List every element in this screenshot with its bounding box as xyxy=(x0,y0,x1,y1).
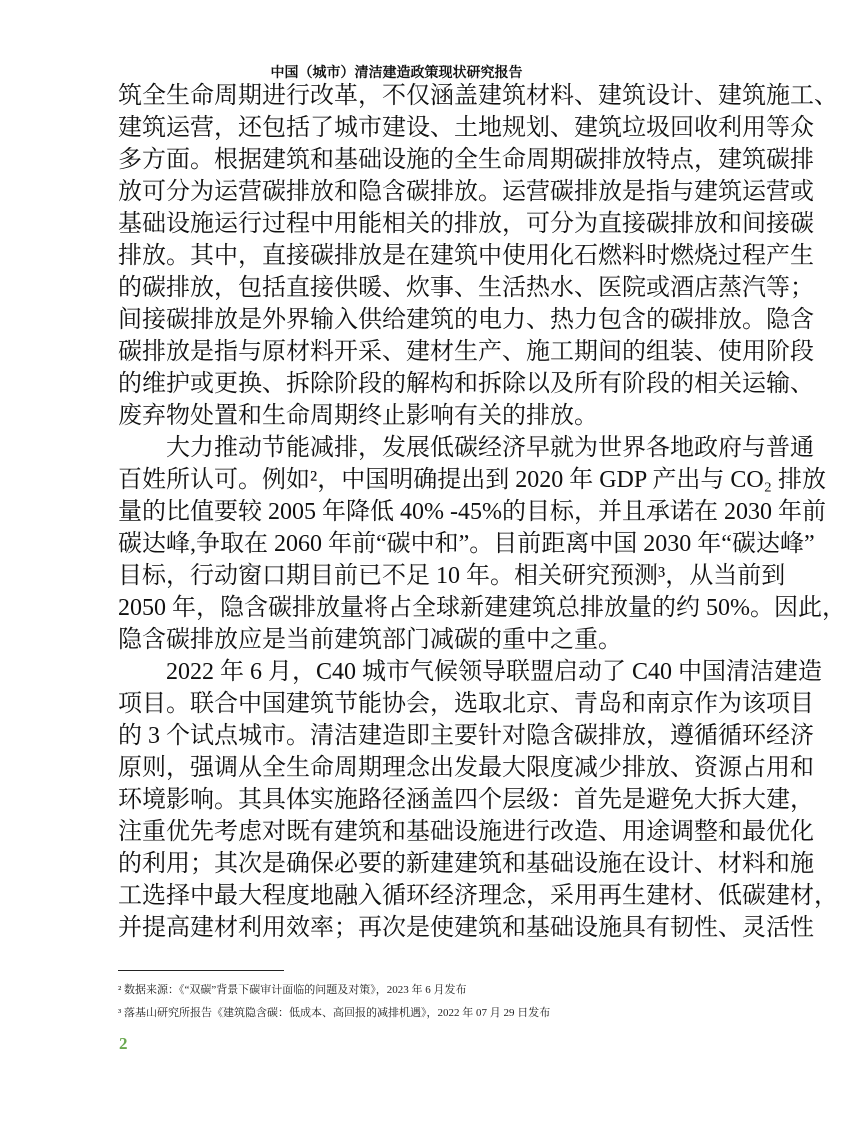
footnote-divider xyxy=(118,970,284,971)
text-line: 的利用；其次是确保必要的新建建筑和基础设施在设计、材料和施 xyxy=(118,851,814,877)
text-line: 放可分为运营碳排放和隐含碳排放。运营碳排放是指与建筑运营或 xyxy=(118,179,814,205)
text-line: 多方面。根据建筑和基础设施的全生命周期碳排放特点，建筑碳排 xyxy=(118,147,814,173)
text-line: 注重优先考虑对既有建筑和基础设施进行改造、用途调整和最优化 xyxy=(118,819,814,845)
paragraph xyxy=(118,656,838,944)
text-line: 筑全生命周期进行改革，不仅涵盖建筑材料、建筑设计、建筑施工、 xyxy=(118,83,838,109)
text-line: 量的比值要较 2005 年降低 40% -45%的目标，并且承诺在 2030 年前 xyxy=(118,499,826,525)
text-line: 的碳排放，包括直接供暖、炊事、生活热水、医院或酒店蒸汽等； xyxy=(118,275,814,301)
text-line: 碳排放是指与原材料开采、建材生产、施工期间的组装、使用阶段 xyxy=(118,339,814,365)
text-line: 间接碳排放是外界输入供给建筑的电力、热力包含的碳排放。隐含 xyxy=(118,307,814,333)
text-line: 大力推动节能减排，发展低碳经济早就为世界各地政府与普通 xyxy=(166,435,814,461)
text-line: 排放。其中，直接碳排放是在建筑中使用化石燃料时燃烧过程产生 xyxy=(118,243,814,269)
text-line: 基础设施运行过程中用能相关的排放，可分为直接碳排放和间接碳 xyxy=(118,211,814,237)
text-line: 废弃物处置和生命周期终止影响有关的排放。 xyxy=(118,403,598,429)
text-line: 隐含碳排放应是当前建筑部门减碳的重中之重。 xyxy=(118,627,622,653)
text-line: 百姓所认可。例如²，中国明确提出到 2020 年 GDP 产出与 CO₂ 排放 xyxy=(118,467,827,493)
text-line: 工选择中最大程度地融入循环经济理念，采用再生建材、低碳建材， xyxy=(118,883,838,909)
text-line: 项目。联合中国建筑节能协会，选取北京、青岛和南京作为该项目 xyxy=(118,691,814,717)
paragraph xyxy=(118,80,838,432)
text-line: 2022 年 6 月，C40 城市气候领导联盟启动了 C40 中国清洁建造 xyxy=(166,659,823,685)
text-line: 2050 年，隐含碳排放量将占全球新建建筑总排放量的约 50%。因此， xyxy=(118,595,846,621)
text-line: 原则，强调从全生命周期理念出发最大限度减少排放、资源占用和 xyxy=(118,755,814,781)
text-line: 碳达峰,争取在 2060 年前“碳中和”。目前距离中国 2030 年“碳达峰” xyxy=(118,531,815,557)
text-line: 建筑运营，还包括了城市建设、土地规划、建筑垃圾回收利用等众 xyxy=(118,115,814,141)
running-header: 中国（城市）清洁建造政策现状研究报告 xyxy=(270,64,523,80)
text-line: 的维护或更换、拆除阶段的解构和拆除以及所有阶段的相关运输、 xyxy=(118,371,814,397)
footnote-2: ² 数据来源：《“双碳”背景下碳审计面临的问题及对策》，2023 年 6 月发布 xyxy=(118,984,467,996)
paragraph xyxy=(118,432,846,656)
text-line: 环境影响。其具体实施路径涵盖四个层级：首先是避免大拆大建， xyxy=(118,787,814,813)
body-text xyxy=(118,80,846,944)
text-line: 并提高建材利用效率；再次是使建筑和基础设施具有韧性、灵活性 xyxy=(118,915,814,941)
text-line: 的 3 个试点城市。清洁建造即主要针对隐含碳排放，遵循循环经济 xyxy=(118,723,814,749)
footnote-3: ³ 落基山研究所报告《建筑隐含碳：低成本、高回报的减排机遇》，2022 年 07 月 29 日发布 xyxy=(118,1007,551,1019)
text-line: 目标，行动窗口期目前已不足 10 年。相关研究预测³，从当前到 xyxy=(118,563,786,589)
page-number: 2 xyxy=(119,1034,128,1053)
